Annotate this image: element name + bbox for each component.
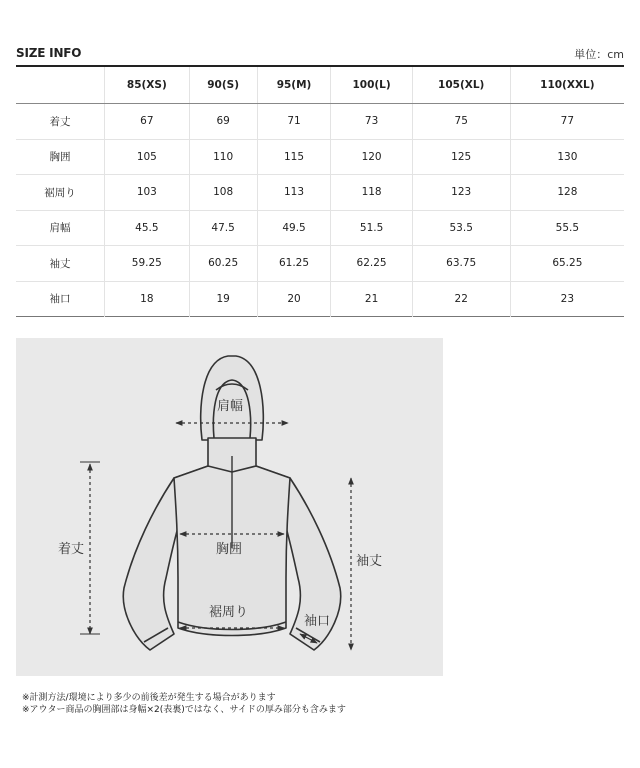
table-cell: 71 — [257, 104, 331, 140]
table-cell: 59.25 — [105, 246, 190, 282]
size-table — [16, 65, 624, 317]
table-cell: 51.5 — [331, 210, 412, 246]
table-cell: 55.5 — [510, 210, 624, 246]
hem-label: 裾周り — [209, 605, 249, 620]
table-row — [16, 281, 624, 317]
length-label: 着丈 — [58, 542, 85, 557]
table-cell: 108 — [189, 175, 257, 211]
table-cell: 75 — [412, 104, 510, 140]
table-cell: 110 — [189, 139, 257, 175]
table-cell: 18 — [105, 281, 190, 317]
table-cell: 20 — [257, 281, 331, 317]
shoulder-label: 肩幅 — [217, 399, 244, 414]
table-header-cell: 95(M) — [257, 66, 331, 104]
table-cell: 67 — [105, 104, 190, 140]
table-cell: 120 — [331, 139, 412, 175]
table-cell: 21 — [331, 281, 412, 317]
table-cell: 130 — [510, 139, 624, 175]
row-label: 袖丈 — [16, 246, 105, 282]
table-cell: 61.25 — [257, 246, 331, 282]
table-cell: 125 — [412, 139, 510, 175]
table-cell: 128 — [510, 175, 624, 211]
table-cell: 118 — [331, 175, 412, 211]
table-cell: 49.5 — [257, 210, 331, 246]
row-label: 肩幅 — [16, 210, 105, 246]
chest-label: 胸囲 — [216, 542, 243, 557]
note-line: ※アウター商品の胸囲部は身幅×2(表裏)ではなく、サイドの厚み部分も含みます — [22, 705, 346, 715]
table-cell: 53.5 — [412, 210, 510, 246]
section-title: SIZE INFO — [16, 46, 82, 60]
table-header-row — [16, 66, 624, 104]
table-cell: 123 — [412, 175, 510, 211]
unit-label: 単位：cm — [574, 48, 624, 61]
table-cell: 63.75 — [412, 246, 510, 282]
table-cell: 105 — [105, 139, 190, 175]
table-cell: 73 — [331, 104, 412, 140]
table-header-cell: 90(S) — [189, 66, 257, 104]
table-cell: 113 — [257, 175, 331, 211]
row-label: 裾周り — [16, 175, 105, 211]
row-label: 袖口 — [49, 293, 71, 306]
table-header-cell: 110(XXL) — [510, 66, 624, 104]
table-cell: 23 — [510, 281, 624, 317]
note-line: ※計測方法/環境により多少の前後差が発生する場合があります — [22, 693, 276, 703]
sleeve-label: 袖丈 — [356, 554, 383, 569]
table-row — [16, 139, 624, 175]
table-cell: 45.5 — [105, 210, 190, 246]
table-header-cell — [16, 66, 105, 104]
table-row — [16, 210, 624, 246]
table-cell: 62.25 — [331, 246, 412, 282]
measurement-diagram — [16, 338, 443, 676]
table-cell: 69 — [189, 104, 257, 140]
table-header-cell: 105(XL) — [412, 66, 510, 104]
table-row — [16, 104, 624, 140]
table-cell: 65.25 — [510, 246, 624, 282]
cuff-label: 袖口 — [304, 614, 331, 629]
row-label: 着丈 — [16, 104, 105, 140]
table-cell: 19 — [189, 281, 257, 317]
row-label: 胸囲 — [16, 139, 105, 175]
table-cell: 22 — [412, 281, 510, 317]
table-row — [16, 246, 624, 282]
table-cell: 77 — [510, 104, 624, 140]
table-cell: 47.5 — [189, 210, 257, 246]
table-cell: 103 — [105, 175, 190, 211]
table-header-cell: 100(L) — [331, 66, 412, 104]
table-cell: 115 — [257, 139, 331, 175]
table-cell: 60.25 — [189, 246, 257, 282]
table-header-cell: 85(XS) — [105, 66, 190, 104]
table-row — [16, 175, 624, 211]
notes — [22, 692, 346, 716]
